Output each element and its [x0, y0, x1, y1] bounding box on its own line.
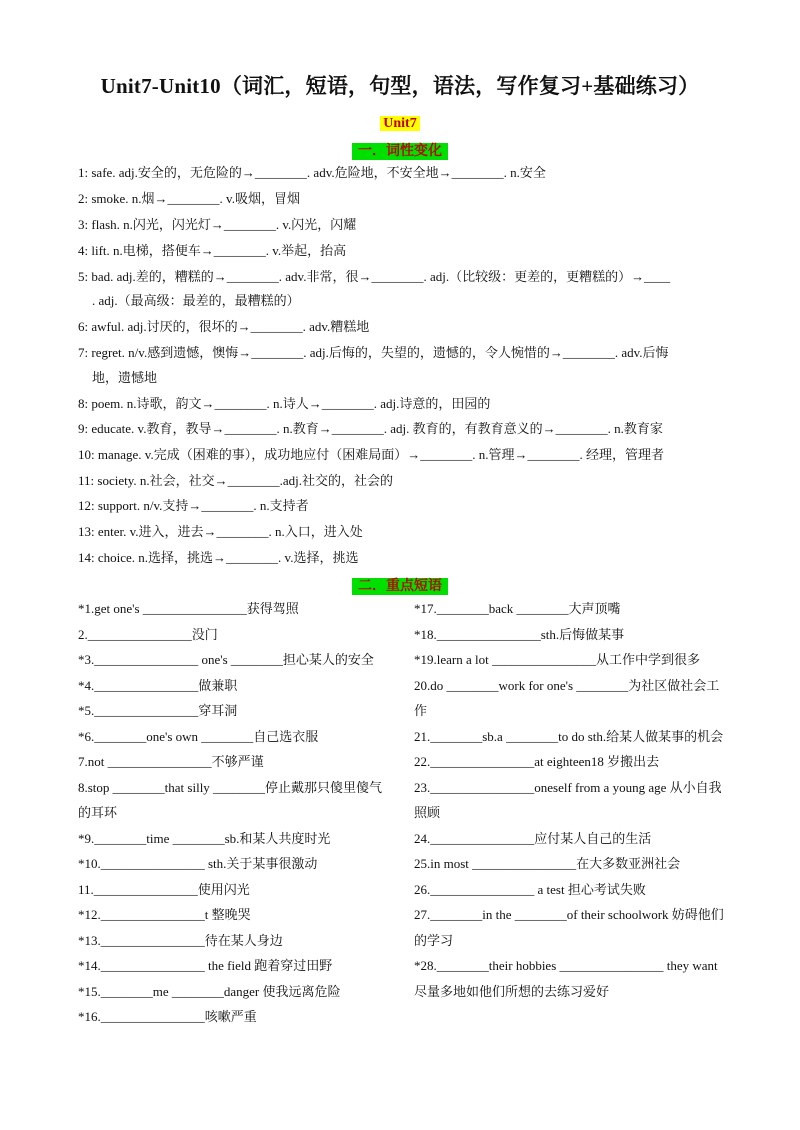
phrase-item: 11.________________使用闪光 [78, 881, 250, 897]
phrases-section-heading: 二．重点短语 [352, 578, 448, 595]
phrase-item: *12.________________t 整晚哭 [78, 907, 251, 922]
phrase-item: *1.get one's ________________获得驾照 [78, 601, 299, 616]
vocab-line: 14: choice. n.选择，挑选→________. v.选择，挑选 [78, 550, 359, 565]
phrase-item: *4.________________做兼职 [78, 677, 238, 693]
phrase-item: *14.________________ the field 跑着穿过田野 [78, 958, 333, 973]
vocab-line: 2: smoke. n.烟→________. v.吸烟，冒烟 [78, 191, 300, 206]
phrases-right-column [414, 596, 726, 1004]
vocab-line: 6: awful. adj.讨厌的，很坏的→________. adv.糟糕地 [78, 319, 370, 334]
vocab-line-continued: . adj.（最高级：最差的，最糟糕的） [92, 293, 300, 308]
phrase-item: 25.in most ________________在大多数亚洲社会 [414, 856, 681, 871]
phrase-item: 22.________________at eighteen18 岁搬出去 [414, 754, 660, 769]
phrases-left-column [78, 596, 390, 1030]
phrase-item: 23.________________oneself from a young age 从小自我照顾 [414, 779, 722, 820]
vocab-line: 9: educate. v.教育，教导→________. n.教育→________. adj. 教育的，有教育意义的→________. n.教育家 [78, 421, 663, 436]
vocab-line: 13: enter. v.进入，进去→________. n.入口，进入处 [78, 524, 363, 539]
phrase-item: *10.________________ sth.关于某事很激动 [78, 856, 318, 871]
page-title: Unit7-Unit10（词汇，短语，句型，语法，写作复习+基础练习） [100, 74, 700, 98]
vocab-line: 1: safe. adj.安全的，无危险的→________. adv.危险地，不安全地→________. n.安全 [78, 165, 546, 180]
phrase-item: 7.not ________________不够严谨 [78, 754, 264, 769]
vocab-line-continued: 地，遗憾地 [92, 370, 158, 385]
phrase-item: 20.do ________work for one's ________为社区做社会工作 [414, 677, 720, 718]
phrase-item: *9.________time ________sb.和某人共度时光 [78, 830, 331, 846]
phrase-item: *19.learn a lot ________________从工作中学到很多 [414, 652, 700, 667]
vocab-heading-wrap [0, 140, 800, 160]
phrase-item: *6.________one's own ________自己选衣服 [78, 728, 319, 744]
phrase-item: *17.________back ________大声顶嘴 [414, 601, 621, 616]
phrase-item: 27.________in the ________of their schoolwork 妨碍他们的学习 [414, 907, 724, 948]
phrase-item: *3.________________ one's ________担心某人的安全 [78, 652, 374, 667]
phrase-item: *16.________________咳嗽严重 [78, 1009, 257, 1024]
phrase-item: *13.________________待在某人身边 [78, 932, 283, 948]
phrase-item: 26.________________ a test 担心考试失败 [414, 881, 646, 897]
phrase-item: *15.________me ________danger 使我远离危险 [78, 983, 341, 999]
vocab-line: 12: support. n/v.支持→________. n.支持者 [78, 498, 309, 513]
unit-label-wrap [0, 114, 800, 132]
vocab-line: 8: poem. n.诗歌，韵文→________. n.诗人→________. adj.诗意的，田园的 [78, 396, 491, 411]
vocab-line: 10: manage. v.完成（困难的事），成功地应付（困难局面）→________. n.管理→________. 经理，管理者 [78, 447, 664, 462]
phrase-item: 2.________________没门 [78, 626, 218, 642]
vocab-line: 11: society. n.社会，社交→________.adj.社交的，社会的 [78, 473, 393, 488]
vocab-section-heading: 一．词性变化 [352, 143, 448, 160]
phrases-heading-wrap [0, 575, 800, 595]
phrase-item: 8.stop ________that silly ________停止戴那只傻里傻气的耳环 [78, 779, 383, 820]
unit-label: Unit7 [380, 116, 419, 131]
phrase-item: *28.________their hobbies ________________ they want 尽量多地如他们所想的去练习爱好 [414, 958, 718, 999]
phrase-item: *5.________________穿耳洞 [78, 703, 238, 718]
phrase-item: *18.________________sth.后悔做某事 [414, 626, 625, 642]
vocab-line: 5: bad. adj.差的，糟糕的→________. adv.非常，很→________. adj.（比较级：更差的，更糟糕的）→____ [78, 269, 671, 284]
phrase-item: 21.________sb.a ________to do sth.给某人做某事的机会 [414, 728, 724, 744]
vocab-line: 4: lift. n.电梯，搭便车→________. v.举起，抬高 [78, 243, 347, 258]
phrase-item: 24.________________应付某人自己的生活 [414, 830, 652, 846]
vocab-line: 3: flash. n.闪光，闪光灯→________. v.闪光，闪耀 [78, 217, 357, 232]
vocab-line: 7: regret. n/v.感到遗憾，懊悔→________. adj.后悔的，失望的，遗憾的，令人惋惜的→________. adv.后悔 [78, 345, 669, 360]
